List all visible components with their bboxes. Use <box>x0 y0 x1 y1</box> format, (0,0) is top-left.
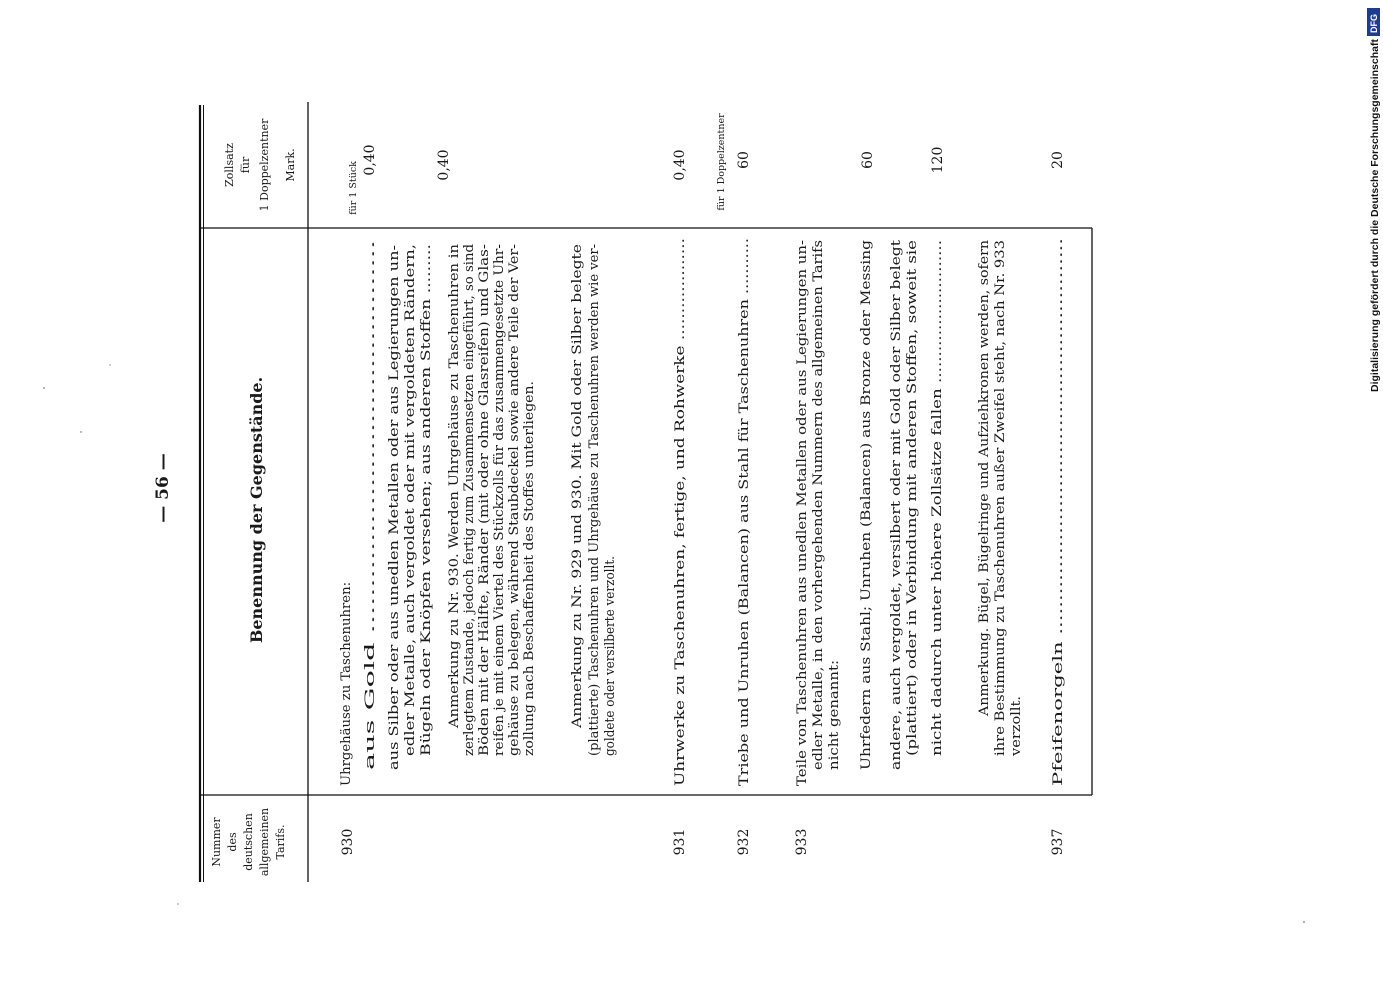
row-930-line-14: goldete oder versilberte verzollt. <box>603 536 618 756</box>
row-930-line-9: reifen je mit einem Viertel des Stückzolls für das zusammengesetzte Uhr- <box>492 262 507 756</box>
header-number-line-3: deutschen <box>242 813 255 871</box>
row-930-line-2: aus Gold ........................................... <box>363 527 378 770</box>
header-duty-line-2: für <box>239 156 252 174</box>
row-933-line-3: nicht genannt: <box>827 672 842 770</box>
row-number-932: 932 <box>736 828 752 856</box>
header-duty-line-3: 1 Doppelzentner <box>258 118 271 212</box>
row-933-line-1: Teile von Taschenuhren aus unedlen Metallen oder aus Legierungen un- <box>795 302 810 786</box>
row-933-line-10: verzollt. <box>1009 701 1024 756</box>
dfg-logo <box>1367 8 1380 36</box>
row-number-933: 933 <box>794 828 810 856</box>
row-930-line-12: Anmerkung zu Nr. 929 und 930. Mit Gold oder Silber belegte <box>570 317 585 728</box>
row-933-line-6: (plattiert) oder in Verbindung mit anderen Stoffen, soweit sie <box>905 345 920 756</box>
header-duty-column <box>223 118 297 211</box>
row-930-duty-other: 0,40 <box>436 149 452 181</box>
header-duty-line-4: Mark. <box>284 148 297 182</box>
row-933-line-9: ihre Bestimmung zu Taschenuhren außer Zweifel steht, nach Nr. 933 <box>993 293 1008 756</box>
row-933-line-4: Uhrfedern aus Stahl; Unruhen (Balancen) aus Bronze oder Messing <box>859 316 874 770</box>
row-930-line-13: (plattierte) Taschenuhren und Uhrgehäuse zu Taschenuhren werden wie ver- <box>587 239 602 756</box>
row-number-931: 931 <box>672 828 688 856</box>
row-932-duty: 60 <box>736 151 752 169</box>
row-930-line-3: aus Silber oder aus unedlen Metallen oder aus Legierungen un- <box>387 342 402 770</box>
row-933-line-8: Anmerkung. Bügel, Bügelringe und Aufziehkronen werden, sofern <box>977 272 992 716</box>
row-933-duty-other: 120 <box>930 146 946 174</box>
row-931-duty: 0,40 <box>672 149 688 181</box>
row-931-line-1: Uhrwerke zu Taschenuhren, fertige, und Rohwerke ................... <box>673 358 688 786</box>
header-number-column <box>210 808 287 876</box>
row-930-line-7: zerlegtem Zustande, jedoch fertig zum Zusammensetzen eingeführt, so sind <box>462 246 477 756</box>
row-930-line-8: Böden mit der Hälfte, Ränder (mit oder ohne Glasreifen) und Glas- <box>477 308 492 756</box>
header-description-title: Benennung der Gegenstände. <box>247 376 266 644</box>
header-duty-line-1: Zollsatz <box>223 143 236 187</box>
table-row-932 <box>716 113 752 855</box>
scan-speck <box>177 903 178 904</box>
table-row-930 <box>339 144 618 855</box>
page-number: — 56 — <box>153 453 173 523</box>
header-number-line-4: allgemeinen <box>258 807 271 877</box>
header-number-line-5: Tarifs. <box>274 824 287 860</box>
scan-speck <box>1303 921 1305 923</box>
row-930-line-5: Bügeln oder Knöpfen versehen; aus anderen Stoffen ......... <box>419 363 434 756</box>
scan-speck <box>80 431 81 432</box>
scan-speck <box>43 387 45 389</box>
row-930-duty-gold: 0,40 <box>362 144 378 176</box>
header-number-line-2: des <box>226 832 239 852</box>
row-933-line-7: nicht dadurch unter höhere Zollsätze fallen ........................... <box>930 347 945 756</box>
scan-speck <box>109 364 110 365</box>
header-number-line-1: Nummer <box>210 817 223 867</box>
row-932-unit: für 1 Doppelzentner <box>716 113 727 211</box>
table-row-931 <box>672 149 688 855</box>
row-933-line-5: andere, auch vergoldet, versilbert oder mit Gold oder Silber belegt <box>889 320 904 770</box>
row-933-line-2: edler Metalle, in den vorhergehenden Nummern des allgemeinen Tarifs <box>811 289 826 770</box>
row-937-duty: 20 <box>1050 151 1066 169</box>
funding-acknowledgement: Digitalisierung gefördert durch die Deutsche Forschungsgemeinschaft <box>1369 39 1381 392</box>
table-row-937 <box>1050 151 1066 855</box>
table-row-933 <box>794 147 1024 856</box>
row-930-line-6: Anmerkung zu Nr. 930. Werden Uhrgehäuse zu Taschenuhren in <box>447 295 462 728</box>
row-933-duty-springs: 60 <box>860 151 876 169</box>
row-930-line-10: gehäuse zu belegen, während Staubdeckel sowie andere Teile der Ver- <box>507 282 522 756</box>
row-930-line-11: zollung nach Beschaffenheit des Stoffes unterliegen. <box>522 403 537 756</box>
row-932-line-1: Triebe und Unruhen (Balancen) aus Stahl für Taschenuhren ........... <box>737 334 752 786</box>
row-930-unit: für 1 Stück <box>348 161 359 215</box>
dfg-logo-text: DFG <box>1369 14 1379 33</box>
row-930-line-1: Uhrgehäuse zu Taschenuhren: <box>339 581 354 786</box>
row-937-line-1: Pfeifenorgeln ........................................................... <box>1051 444 1066 786</box>
row-number-937: 937 <box>1050 828 1066 856</box>
row-number-930: 930 <box>340 828 356 856</box>
row-930-line-4: edler Metalle, auch vergoldet oder mit vergoldeten Rändern, <box>403 346 418 756</box>
